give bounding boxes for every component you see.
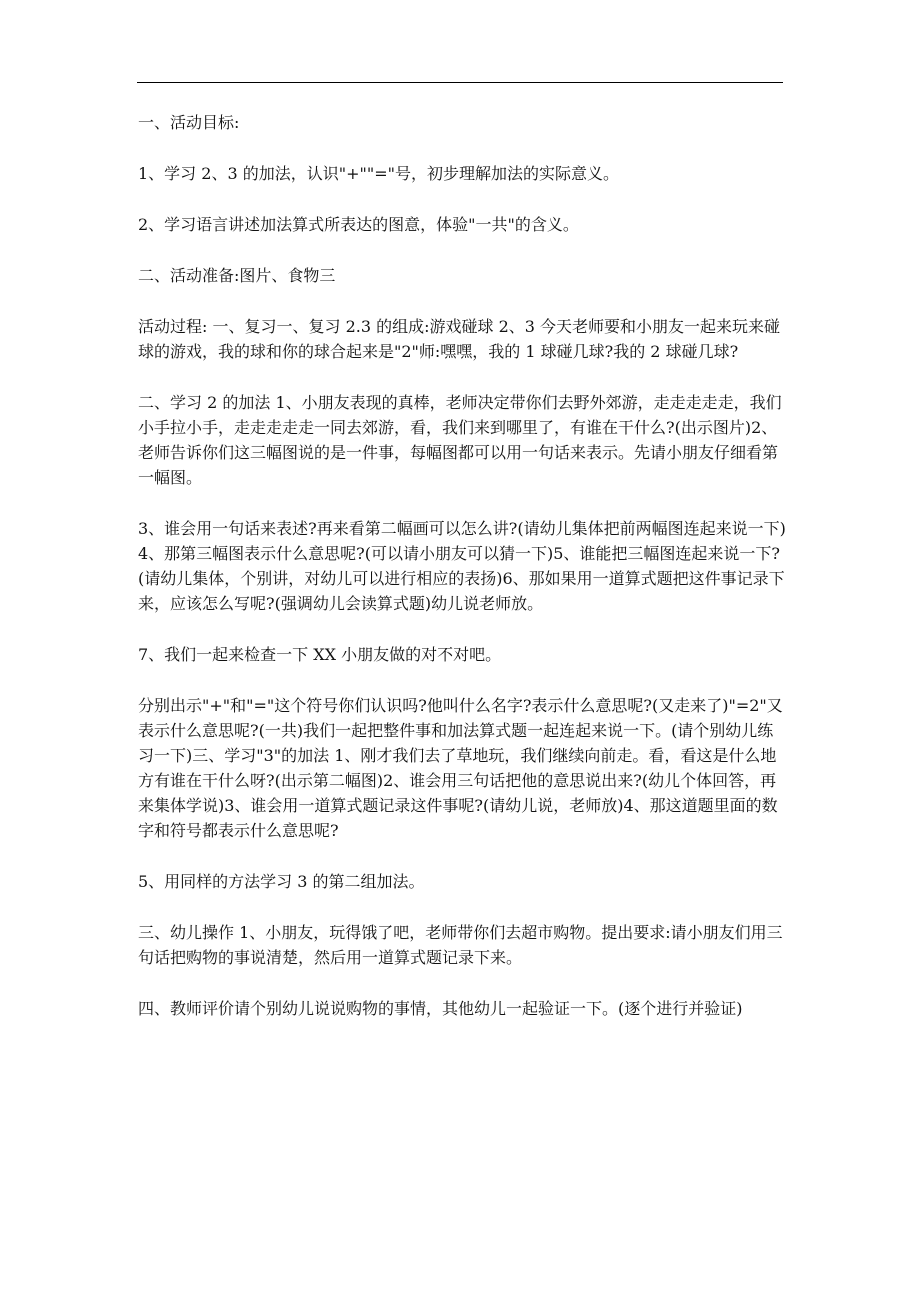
paragraph-describe-pictures: 3、谁会用一句话来表述?再来看第二幅画可以怎么讲?(请幼儿集体把前两幅图连起来说一下)4、那第三幅图表示什么意思呢?(可以请小朋友可以猜一下)5、谁能把三幅图连起来说一下?(请幼儿集体，个别讲，对幼儿可以进行相应的表扬)6、那如果用一道算式题把这件事记录下来，应该怎么写呢?(强调幼儿会读算式题)幼儿说老师放。 bbox=[138, 519, 786, 613]
objective-2: 2、学习语言讲述加法算式所表达的图意，体验"一共"的含义。 bbox=[138, 215, 579, 234]
paragraph-child-operation: 三、幼儿操作 1、小朋友，玩得饿了吧，老师带你们去超市购物。提出要求:请小朋友们用三句话把购物的事说清楚，然后用一道算式题记录下来。 bbox=[138, 923, 783, 967]
paragraph-learn-addition-2: 二、学习 2 的加法 1、小朋友表现的真棒，老师决定带你们去野外郊游，走走走走走，我们小手拉小手，走走走走走一同去郊游，看，我们来到哪里了，有谁在干什么?(出示图片)2、老师告诉你们这三幅图说的是一件事，每幅图都可以用一句话来表示。先请小朋友仔细看第一幅图。 bbox=[138, 393, 782, 487]
document-body bbox=[138, 110, 788, 1047]
paragraph-teacher-evaluation: 四、教师评价请个别幼儿说说购物的事情，其他幼儿一起验证一下。(逐个进行并验证) bbox=[138, 999, 743, 1018]
paragraph-symbols-addition-3: 分别出示"+"和"="这个符号你们认识吗?他叫什么名字?表示什么意思呢?(又走来了)"=2"又表示什么意思呢?(一共)我们一起把整件事和加法算式题一起连起来说一下。(请个别幼儿练习一下)三、学习"3"的加法 1、刚才我们去了草地玩，我们继续向前走。看，看这是什么地方有谁在干什么呀?(出示第二幅图)2、谁会用三句话把他的意思说出来?(幼儿个体回答，再来集体学说)3、谁会用一道算式题记录这件事呢?(请幼儿说，老师放)4、那这道题里面的数字和符号都表示什么意思呢? bbox=[138, 696, 783, 840]
section-heading-preparation: 二、活动准备:图片、食物三 bbox=[138, 266, 336, 285]
section-heading-objectives: 一、活动目标: bbox=[138, 113, 240, 132]
paragraph-second-group: 5、用同样的方法学习 3 的第二组加法。 bbox=[138, 872, 425, 891]
paragraph-check-work: 7、我们一起来检查一下 XX 小朋友做的对不对吧。 bbox=[138, 645, 502, 664]
objective-1: 1、学习 2、3 的加法，认识"+""="号，初步理解加法的实际意义。 bbox=[138, 164, 619, 183]
paragraph-process-review: 活动过程: 一、复习一、复习 2.3 的组成:游戏碰球 2、3 今天老师要和小朋友一起来玩来碰球的游戏，我的球和你的球合起来是"2"师:嘿嘿，我的 1 球碰几球?我的 2 球碰几球? bbox=[138, 317, 781, 361]
header-rule bbox=[137, 82, 783, 83]
